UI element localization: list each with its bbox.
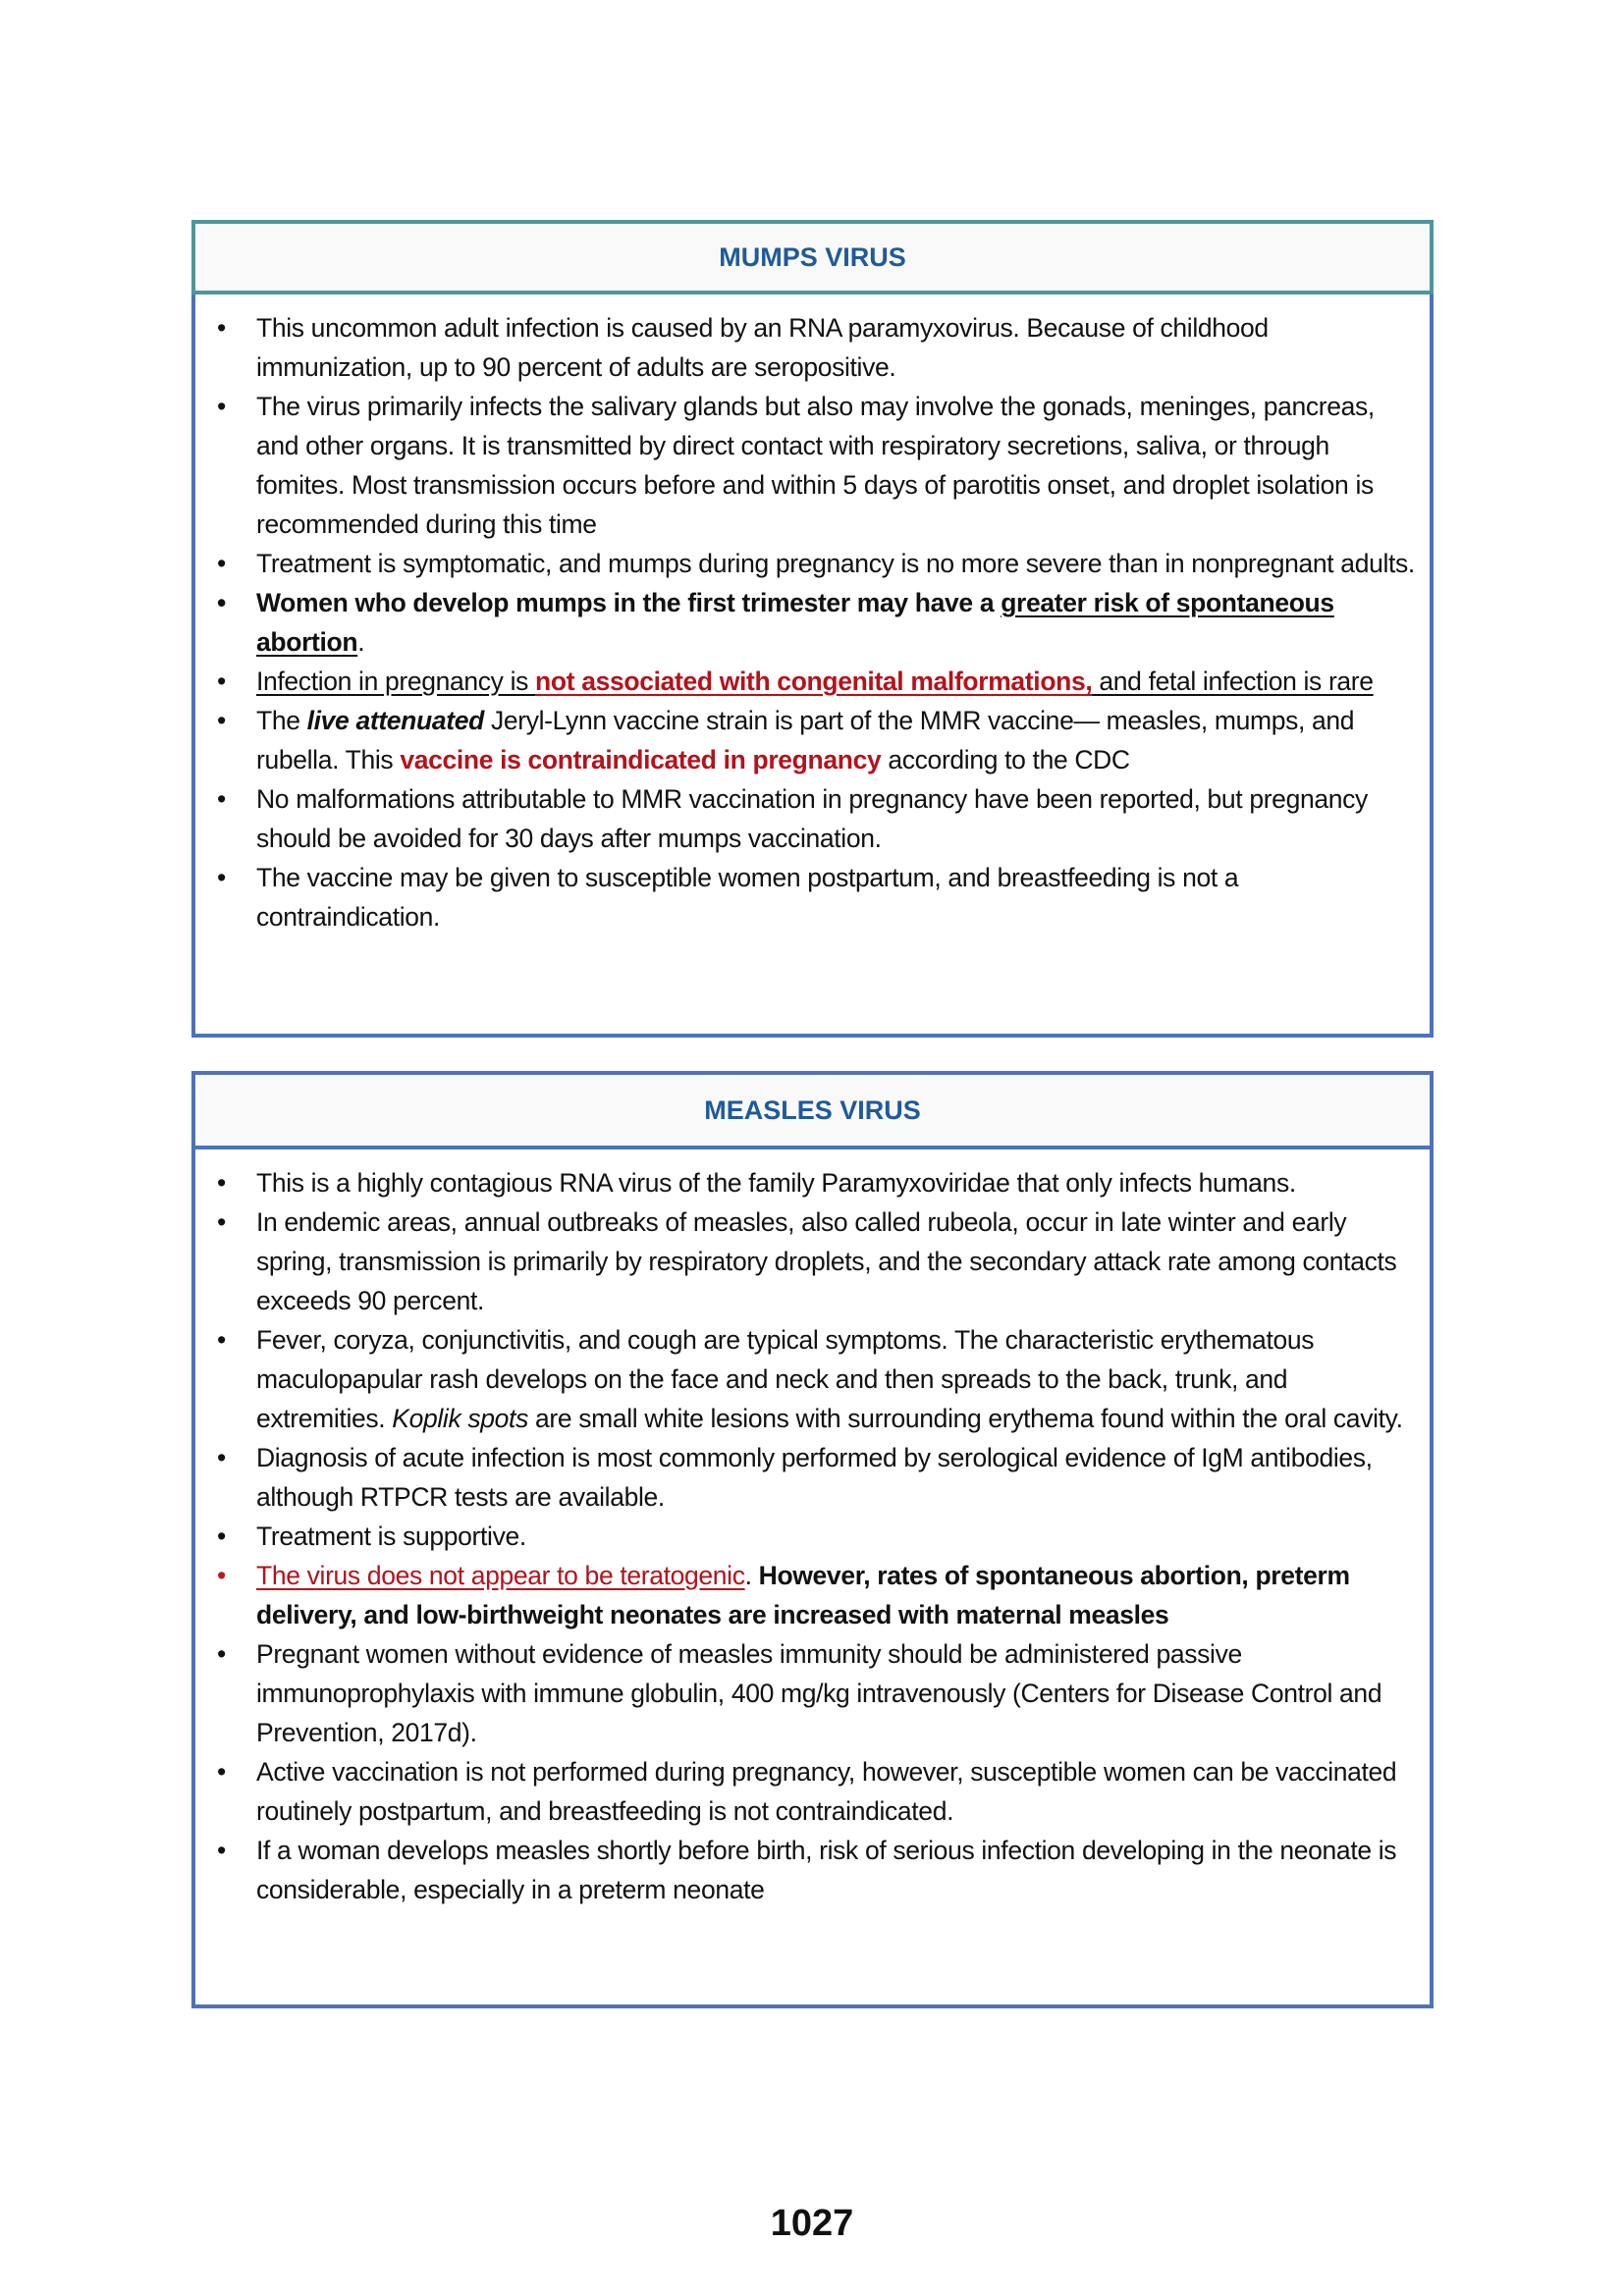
item-text: Jeryl-Lynn vaccine strain is part of the MMR vaccine— measles, mumps, and rubella. This xyxy=(256,706,1355,774)
item-text: This is a highly contagious RNA virus of the family Paramyxoviridae that only infects humans. xyxy=(256,1168,1296,1198)
list-item xyxy=(256,1202,1420,1320)
list-item xyxy=(256,1517,1420,1556)
item-text: according to the CDC xyxy=(881,745,1130,774)
item-text: No malformations attributable to MMR vaccination in pregnancy have been reported, but pregnancy should be avoided for 30 days after mumps vaccination. xyxy=(256,784,1368,853)
list-item xyxy=(256,1831,1420,1909)
list-item xyxy=(256,1438,1420,1517)
list-item xyxy=(256,858,1420,936)
list-item xyxy=(256,1163,1420,1202)
item-text: Active vaccination is not performed during pregnancy, however, susceptible women can be vaccinated routinely postpartum, and breastfeeding is not contraindicated. xyxy=(256,1757,1397,1826)
list-item xyxy=(256,1752,1420,1831)
item-text: The virus primarily infects the salivary glands but also may involve the gonads, meninges, pancreas, and other organs. It is transmitted by direct contact with respiratory secretions, saliva, or through fomites. Most transmission occurs before and within 5 days of parotitis onset, and droplet isolation is recommended during this time xyxy=(256,392,1375,539)
mumps-header: MUMPS VIRUS xyxy=(191,220,1434,294)
measles-list xyxy=(195,1149,1430,1909)
underlined-text: Infection in pregnancy is xyxy=(256,667,536,696)
list-item xyxy=(256,1634,1420,1752)
list-item xyxy=(256,308,1420,387)
item-text: Women who develop mumps in the first trimester may have a xyxy=(256,588,1001,617)
list-item xyxy=(256,1556,1420,1634)
item-text: The xyxy=(256,706,307,735)
item-text: are small white lesions with surrounding erythema found within the oral cavity. xyxy=(527,1404,1403,1433)
list-item xyxy=(256,701,1420,779)
page-number: 1027 xyxy=(770,2203,854,2244)
item-text: Fever, coryza, conjunctivitis, and cough are typical symptoms. The characteristic erythematous maculopapular rash develops on the face and neck and then spreads to the back, trunk, and extremities. xyxy=(256,1325,1315,1433)
item-text: . xyxy=(357,627,365,657)
italic-text: Koplik spots xyxy=(392,1404,528,1433)
item-text: . xyxy=(744,1561,759,1590)
item-text: Diagnosis of acute infection is most commonly performed by serological evidence of IgM antibodies, although RTPCR tests are available. xyxy=(256,1443,1373,1512)
red-emphasis-text: vaccine is contraindicated in pregnancy xyxy=(400,745,882,774)
red-emphasis-text: The virus does not appear to be teratogenic xyxy=(256,1561,745,1590)
list-item xyxy=(256,544,1420,583)
list-item xyxy=(256,779,1420,858)
bold-text: However, rates of spontaneous abortion, preterm delivery, and low-birthweight neonates are increased with maternal measles xyxy=(256,1561,1350,1629)
measles-virus-box xyxy=(191,1071,1434,2008)
item-text: Treatment is symptomatic, and mumps during pregnancy is no more severe than in nonpregnant adults. xyxy=(256,549,1415,578)
underlined-text: and fetal infection is rare xyxy=(1092,667,1374,696)
item-text: The vaccine may be given to susceptible women postpartum, and breastfeeding is not a contraindication. xyxy=(256,863,1239,932)
bold-italic-text: live attenuated xyxy=(306,706,484,735)
item-text: If a woman develops measles shortly before birth, risk of serious infection developing in the neonate is considerable, especially in a preterm neonate xyxy=(256,1836,1397,1904)
underlined-text: greater risk of spontaneous abortion xyxy=(256,588,1334,657)
measles-header: MEASLES VIRUS xyxy=(195,1075,1430,1149)
item-text: In endemic areas, annual outbreaks of measles, also called rubeola, occur in late winter and early spring, transmission is primarily by respiratory droplets, and the secondary attack rate among contacts exceeds 90 percent. xyxy=(256,1207,1397,1315)
item-text: Pregnant women without evidence of measles immunity should be administered passive immunoprophylaxis with immune globulin, 400 mg/kg intravenously (Centers for Disease Control and Prevention, 2017d). xyxy=(256,1639,1382,1747)
list-item xyxy=(256,387,1420,544)
list-item xyxy=(256,662,1420,701)
item-text: This uncommon adult infection is caused by an RNA paramyxovirus. Because of childhood immunization, up to 90 percent of adults are seropositive. xyxy=(256,313,1269,382)
list-item xyxy=(256,1320,1420,1438)
list-item xyxy=(256,583,1420,662)
red-emphasis-text: not associated with congenital malformations, xyxy=(535,667,1093,696)
mumps-virus-box xyxy=(191,220,1434,1038)
item-text: Treatment is supportive. xyxy=(256,1522,526,1551)
mumps-list xyxy=(195,294,1430,936)
